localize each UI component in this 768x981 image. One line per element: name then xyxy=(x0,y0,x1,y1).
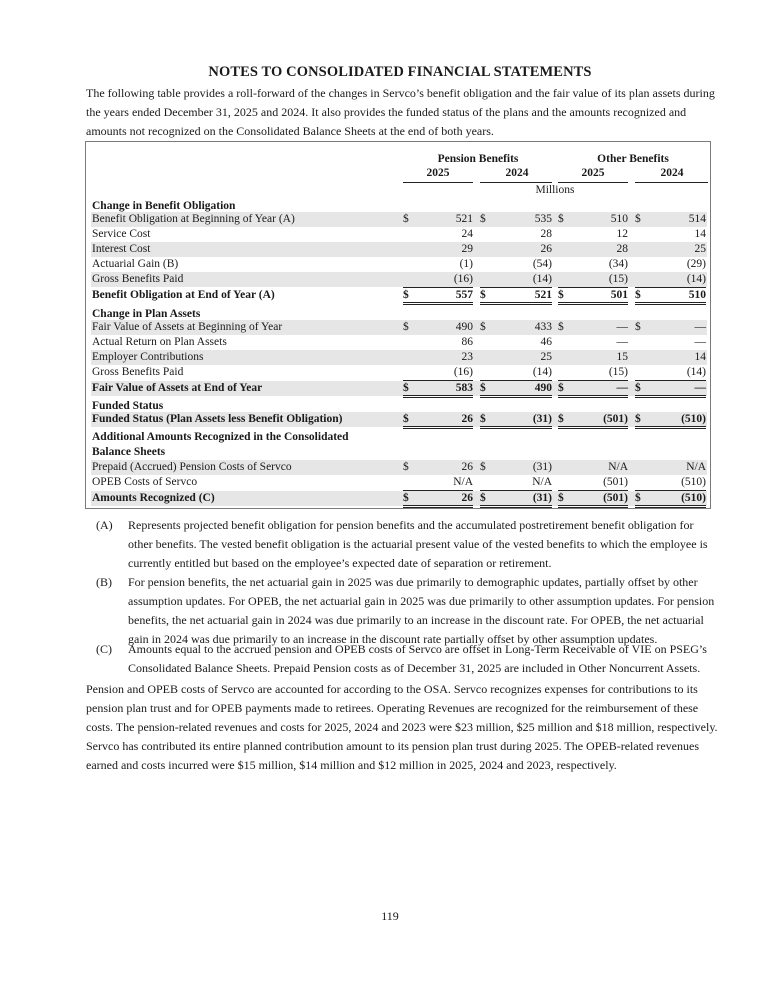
header-rule xyxy=(635,182,708,183)
row-label: Gross Benefits Paid xyxy=(92,273,184,285)
header-year: 2024 xyxy=(660,167,684,179)
cell-value: 535 xyxy=(534,213,552,225)
cell-value: (510) xyxy=(681,476,706,488)
cell-value: 501 xyxy=(610,289,628,301)
cell-value: — xyxy=(616,321,628,333)
dollar-sign: $ xyxy=(403,289,409,301)
cell-value: 557 xyxy=(455,289,473,301)
cell-value: (510) xyxy=(681,492,706,504)
cell-value: (16) xyxy=(453,273,473,285)
row-label: Fair Value of Assets at Beginning of Year xyxy=(92,321,283,333)
cell-value: 510 xyxy=(688,289,706,301)
cell-value: (1) xyxy=(459,258,473,270)
dollar-sign: $ xyxy=(480,321,486,333)
cell-value: 583 xyxy=(455,382,473,394)
cell-value: (501) xyxy=(603,492,628,504)
footnote-b xyxy=(96,573,716,649)
dollar-sign: $ xyxy=(480,492,486,504)
cell-value: (54) xyxy=(532,258,552,270)
cell-value: — xyxy=(616,382,628,394)
dollar-sign: $ xyxy=(480,461,486,473)
header-rule xyxy=(480,182,552,183)
dollar-sign: $ xyxy=(403,492,409,504)
table-row xyxy=(91,212,707,227)
cell-value: — xyxy=(694,382,706,394)
cell-value: (14) xyxy=(532,273,552,285)
cell-value: 14 xyxy=(694,228,706,240)
header-year: 2025 xyxy=(581,167,605,179)
footnote-c xyxy=(96,640,716,678)
cell-value: — xyxy=(694,321,706,333)
row-label: Benefit Obligation at Beginning of Year (A) xyxy=(92,213,295,225)
dollar-sign: $ xyxy=(635,213,641,225)
table-row xyxy=(91,242,707,257)
cell-value: 86 xyxy=(461,336,473,348)
footnote-a xyxy=(96,516,716,573)
header-year: 2025 xyxy=(426,167,450,179)
table-row xyxy=(91,365,707,380)
table-row xyxy=(91,272,707,287)
cell-value: (34) xyxy=(608,258,628,270)
closing-paragraph: Pension and OPEB costs of Servco are accounted for according to the OSA. Servco recognizes expenses for contributions to its pension plan trust and for OPEB payments made to retirees. Operating Revenues are recognized for the reimbursement of these costs. The pension-related revenues and costs for 2025, 2024 and 2023 were $23 million, $25 million and $18 million, respectively. Servco has contributed its entire planned contribution amount to its pension plan trust during 2025. The OPEB-related revenues earned and costs incurred were $15 million, $14 million and $12 million in 2025, 2024 and 2023, respectively. xyxy=(86,682,718,772)
header-year: 2024 xyxy=(505,167,529,179)
footnote-text: Amounts equal to the accrued pension and OPEB costs of Servco are offset in Long-Term Receivable of VIE on PSEG’s Consolidated Balance Sheets. Prepaid Pension costs as of December 31, 2025 are included in Other Noncurrent Assets. xyxy=(128,642,707,675)
cell-value: (16) xyxy=(453,366,473,378)
cell-value: (14) xyxy=(686,273,706,285)
dollar-sign: $ xyxy=(558,289,564,301)
row-label: Actuarial Gain (B) xyxy=(92,258,179,270)
section-change-benefit-obligation: Change in Benefit Obligation xyxy=(92,200,236,212)
row-label: Interest Cost xyxy=(92,243,151,255)
cell-value: 514 xyxy=(688,213,706,225)
cell-value: N/A xyxy=(453,476,473,488)
cell-value: (31) xyxy=(532,492,552,504)
cell-value: 15 xyxy=(616,351,628,363)
cell-value: (14) xyxy=(532,366,552,378)
cell-value: 28 xyxy=(540,228,552,240)
dollar-sign: $ xyxy=(635,413,641,425)
cell-value: (31) xyxy=(532,461,552,473)
cell-value: (31) xyxy=(532,413,552,425)
dollar-sign: $ xyxy=(403,382,409,394)
cell-value: 14 xyxy=(694,351,706,363)
dollar-sign: $ xyxy=(403,413,409,425)
cell-value: (501) xyxy=(603,476,628,488)
table-row xyxy=(91,320,707,335)
dollar-sign: $ xyxy=(635,321,641,333)
cell-value: (29) xyxy=(686,258,706,270)
footnote-text: Represents projected benefit obligation for pension benefits and the accumulated postretirement benefit obligation for other benefits. The vested benefit obligation is the actuarial present value of the vested benefits to which the employee is currently entitled but based on the employee’s expected date of separation or retirement. xyxy=(128,518,708,570)
footnote-label: (A) xyxy=(96,518,113,532)
cell-value: 12 xyxy=(616,228,628,240)
dollar-sign: $ xyxy=(403,213,409,225)
cell-value: — xyxy=(694,336,706,348)
table-row xyxy=(91,227,707,242)
cell-value: 29 xyxy=(461,243,473,255)
benefit-obligation-table xyxy=(85,141,711,509)
cell-value: 26 xyxy=(461,492,473,504)
table-row-total xyxy=(91,412,707,427)
dollar-sign: $ xyxy=(635,289,641,301)
dollar-sign: $ xyxy=(480,413,486,425)
dollar-sign: $ xyxy=(480,213,486,225)
dollar-sign: $ xyxy=(558,413,564,425)
row-label: Service Cost xyxy=(92,228,151,240)
table-row xyxy=(91,460,707,475)
table-row xyxy=(91,257,707,272)
row-label: Funded Status (Plan Assets less Benefit Obligation) xyxy=(92,413,343,425)
dollar-sign: $ xyxy=(558,382,564,394)
cell-value: 25 xyxy=(540,351,552,363)
cell-value: (501) xyxy=(603,413,628,425)
cell-value: 26 xyxy=(540,243,552,255)
unit-label: Millions xyxy=(535,184,575,196)
row-label: Prepaid (Accrued) Pension Costs of Servco xyxy=(92,461,292,473)
table-row xyxy=(91,335,707,350)
row-label: Amounts Recognized (C) xyxy=(92,492,215,504)
cell-value: 26 xyxy=(461,461,473,473)
cell-value: 510 xyxy=(610,213,628,225)
cell-value: 28 xyxy=(616,243,628,255)
cell-value: (15) xyxy=(608,366,628,378)
cell-value: 24 xyxy=(461,228,473,240)
cell-value: N/A xyxy=(608,461,628,473)
cell-value: 490 xyxy=(534,382,552,394)
cell-value: N/A xyxy=(532,476,552,488)
cell-value: 46 xyxy=(540,336,552,348)
cell-value: N/A xyxy=(686,461,706,473)
page-number: 119 xyxy=(381,909,399,923)
dollar-sign: $ xyxy=(635,382,641,394)
dollar-sign: $ xyxy=(403,461,409,473)
dollar-sign: $ xyxy=(558,321,564,333)
cell-value: (510) xyxy=(681,413,706,425)
cell-value: — xyxy=(616,336,628,348)
cell-value: 26 xyxy=(461,413,473,425)
cell-value: 490 xyxy=(455,321,473,333)
header-rule xyxy=(558,182,628,183)
section-funded-status: Funded Status xyxy=(92,400,164,412)
section-additional-amounts-cont: Balance Sheets xyxy=(92,446,166,458)
row-label: Fair Value of Assets at End of Year xyxy=(92,382,263,394)
cell-value: 25 xyxy=(694,243,706,255)
header-rule xyxy=(403,182,473,183)
table-row-total xyxy=(91,288,707,303)
page-title: NOTES TO CONSOLIDATED FINANCIAL STATEMENTS xyxy=(208,64,592,80)
row-label: OPEB Costs of Servco xyxy=(92,476,198,488)
cell-value: 433 xyxy=(534,321,552,333)
dollar-sign: $ xyxy=(635,492,641,504)
footnote-text: For pension benefits, the net actuarial gain in 2025 was due primarily to demographic updates, partially offset by other assumption updates. For OPEB, the net actuarial gain in 2025 was due primarily to other assumption updates. For pension benefits, the net actuarial gain in 2024 was due primarily to an increase in the discount rate. For OPEB, the net actuarial gain in 2024 was due primarily to an increase in the discount rate partially offset by other assumption updates. xyxy=(128,575,715,646)
table-row xyxy=(91,350,707,365)
dollar-sign: $ xyxy=(480,382,486,394)
row-label: Benefit Obligation at End of Year (A) xyxy=(92,289,275,301)
cell-value: 521 xyxy=(534,289,552,301)
dollar-sign: $ xyxy=(403,321,409,333)
cell-value: 521 xyxy=(455,213,473,225)
section-change-plan-assets: Change in Plan Assets xyxy=(92,308,201,320)
dollar-sign: $ xyxy=(558,213,564,225)
cell-value: 23 xyxy=(461,351,473,363)
header-pension-benefits: Pension Benefits xyxy=(437,153,519,165)
intro-paragraph: The following table provides a roll-forward of the changes in Servco’s benefit obligation and the fair value of its plan assets during the years ended December 31, 2025 and 2024. It also provides the funded status of the plans and the amounts recognized and amounts not recognized on the Consolidated Balance Sheets at the end of both years. xyxy=(86,86,715,138)
cell-value: (15) xyxy=(608,273,628,285)
table-row-total xyxy=(91,381,707,396)
dollar-sign: $ xyxy=(558,492,564,504)
row-label: Actual Return on Plan Assets xyxy=(92,336,227,348)
cell-value: (14) xyxy=(686,366,706,378)
header-other-benefits: Other Benefits xyxy=(597,153,669,165)
footnote-label: (C) xyxy=(96,642,112,656)
row-label: Employer Contributions xyxy=(92,351,204,363)
dollar-sign: $ xyxy=(480,289,486,301)
footnote-label: (B) xyxy=(96,575,112,589)
row-label: Gross Benefits Paid xyxy=(92,366,184,378)
table-row xyxy=(91,475,707,490)
table-row-total xyxy=(91,491,707,506)
section-additional-amounts: Additional Amounts Recognized in the Consolidated xyxy=(92,431,349,443)
